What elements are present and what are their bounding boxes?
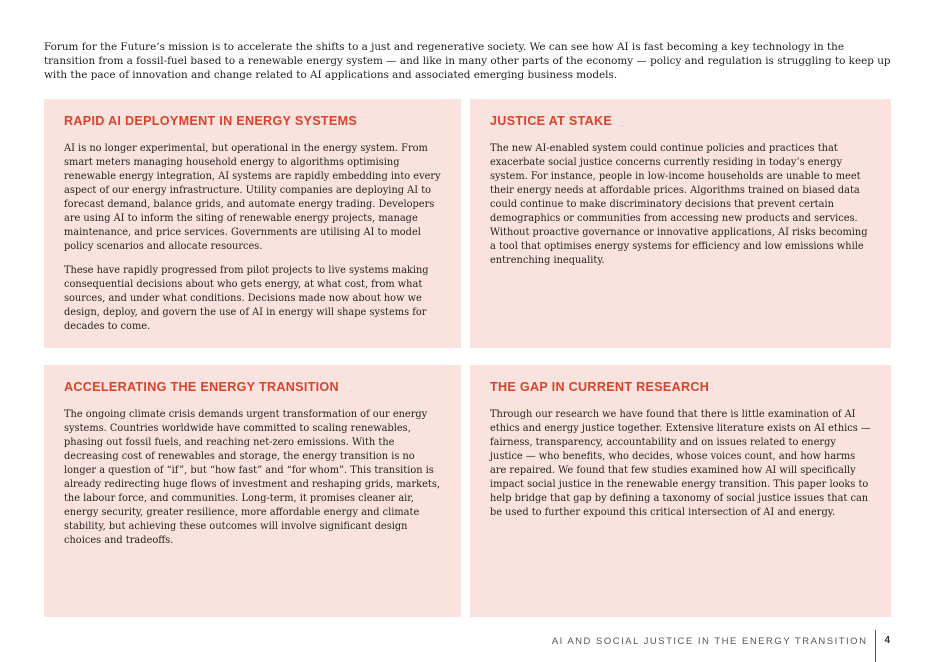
- card-title: RAPID AI DEPLOYMENT IN ENERGY SYSTEMS: [64, 114, 358, 128]
- card-paragraph: The new AI-enabled system could continue policies and practices that exacerbate social justice concerns currently residing in today’s energy system. For instance, people in low-income households are unable to meet their energy needs at affordable prices. Algorithms trained on biased data could continue to make discriminatory decisions that prevent certain demographics or communities from accessing new products and services. Without proactive governance or innovative applications, AI risks becoming a tool that optimises energy systems for efficiency and low emissions while entrenching inequality.: [490, 143, 868, 266]
- card-paragraph: The ongoing climate crisis demands urgent transformation of our energy systems. Countries worldwide have committed to scaling renewables, phasing out fossil fuels, and reaching net-zero emissions. With the decreasing cost of renewables and storage, the energy transition is no longer a question of “if”, but “how fast” and “for whom”. This transition is already redirecting huge flows of investment and reshaping grids, markets, the labour force, and communities. Long-term, it promises cleaner air, energy security, greater resilience, more affordable energy and climate stability, but achieving these outcomes will involve significant design choices and tradeoffs.: [64, 409, 440, 546]
- page-number: 4: [884, 635, 890, 646]
- card-gap-in-research: [470, 365, 891, 617]
- card-title: ACCELERATING THE ENERGY TRANSITION: [64, 380, 339, 394]
- card-rapid-ai-deployment: [44, 99, 461, 348]
- intro-paragraph: Forum for the Future’s mission is to accelerate the shifts to a just and regenerative society. We can see how AI is fast becoming a key technology in the transition from a fossil-fuel based to a renewable energy system — and like in many other parts of the economy — policy and regulation is struggling to keep up with the pace of innovation and change related to AI applications and associated emerging business models.: [44, 41, 891, 81]
- footer-title: AI AND SOCIAL JUSTICE IN THE ENERGY TRANSITION: [551, 636, 868, 647]
- card-paragraph: These have rapidly progressed from pilot projects to live systems making consequential decisions about who gets energy, at what cost, from what sources, and under what conditions. Decisions made now about how we design, deploy, and govern the use of AI in energy will shape systems for decades to come.: [64, 265, 429, 332]
- card-title: THE GAP IN CURRENT RESEARCH: [490, 380, 710, 394]
- card-accelerating-transition: [44, 365, 461, 617]
- card-paragraph: Through our research we have found that there is little examination of AI ethics and energy justice together. Extensive literature exists on AI ethics — fairness, transparency, accountability and on issues related to energy justice — who benefits, who decides, whose voices count, and how harms are repaired. We found that few studies examined how AI will specifically impact social justice in the renewable energy transition. This paper looks to help bridge that gap by defining a taxonomy of social justice issues that can be used to further expound this critical intersection of AI and energy.: [490, 409, 871, 518]
- page-footer: [552, 630, 890, 662]
- footer-divider: [875, 630, 876, 662]
- card-title: JUSTICE AT STAKE: [490, 114, 613, 128]
- card-justice-at-stake: [470, 99, 891, 348]
- card-paragraph: AI is no longer experimental, but operational in the energy system. From smart meters managing household energy to algorithms optimising renewable energy integration, AI systems are rapidly embedding into every aspect of our energy infrastructure. Utility companies are deploying AI to forecast demand, balance grids, and automate energy trading. Developers are using AI to inform the siting of renewable energy projects, manage maintenance, and price services. Governments are utilising AI to model policy scenarios and allocate resources.: [64, 143, 441, 252]
